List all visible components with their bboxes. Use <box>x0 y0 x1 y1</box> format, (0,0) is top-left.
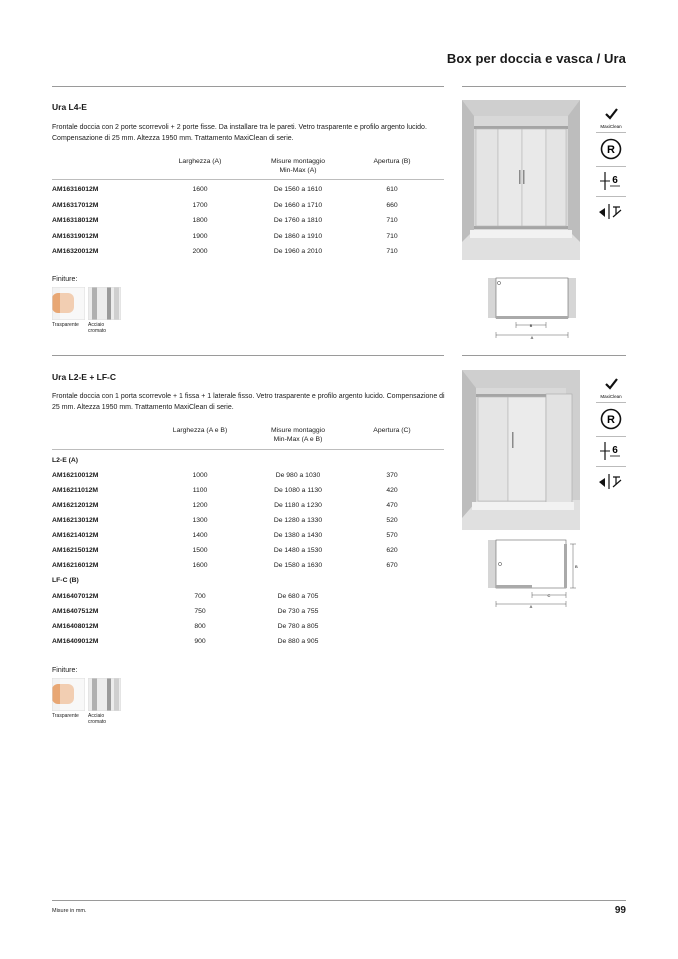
divider <box>462 355 626 356</box>
reversible-icon <box>594 406 628 437</box>
svg-text:R: R <box>607 414 615 426</box>
section-description: Frontale doccia con 2 porte scorrevoli + 2 porte fisse. Da installare tra le pareti. Vetro trasparente e profilo argento lucido. Compensazione di 25 mm. Altezza 1950 mm. Trattamento MaxiClean di serie. <box>52 124 427 142</box>
column-header-opening: Apertura (C) <box>373 427 411 434</box>
column-header-opening: Apertura (B) <box>373 158 411 165</box>
finish-swatch-transparent <box>52 678 85 711</box>
product-image <box>462 370 580 535</box>
wall-install-icon <box>594 200 628 227</box>
table-row: AM16317012M 1700 De 1660 a 1710 660 <box>52 201 398 209</box>
section-title: Ura L4-E <box>52 102 87 112</box>
finish-caption: Acciaio cromato <box>88 713 107 725</box>
divider <box>52 86 444 87</box>
finish-swatch-transparent <box>52 287 85 320</box>
svg-text:6: 6 <box>612 175 618 186</box>
svg-text:B: B <box>575 564 578 569</box>
plan-diagram <box>484 276 584 347</box>
finishes-label: Finiture: <box>52 667 78 674</box>
column-header-mounting: Misure montaggio Min-Max (A) <box>270 158 326 174</box>
svg-text:A: A <box>529 604 533 609</box>
column-header-mounting: Misure montaggio Min-Max (A e B) <box>270 427 326 443</box>
finish-swatch-chrome <box>88 287 121 320</box>
finishes-label: Finiture: <box>52 276 78 283</box>
table-row: AM16212012M 1200 De 1180 a 1230 470 <box>52 502 398 509</box>
group-label: L2-E (A) <box>52 457 79 464</box>
svg-text:MaxiClean: MaxiClean <box>600 394 622 399</box>
divider <box>462 86 626 87</box>
table-header-rule <box>52 449 444 450</box>
table-row: AM16319012M 1900 De 1860 a 1910 710 <box>52 232 398 240</box>
table-row: AM16407512M 750 De 730 a 755 <box>52 608 319 615</box>
svg-text:R: R <box>607 144 615 156</box>
finish-swatch-chrome <box>88 678 121 711</box>
table-row: AM16408012M 800 De 780 a 805 <box>52 623 319 630</box>
table-row: AM16214012M 1400 De 1380 a 1430 570 <box>52 532 398 539</box>
table-row: AM16215012M 1500 De 1480 a 1530 620 <box>52 547 398 554</box>
table-row: AM16213012M 1300 De 1280 a 1330 520 <box>52 517 398 524</box>
page-title: Box per doccia e vasca / Ura <box>446 51 626 66</box>
table-row: AM16409012M 900 De 880 a 905 <box>52 638 319 645</box>
section-title: Ura L2-E + LF-C <box>52 372 116 382</box>
svg-text:B: B <box>529 323 533 328</box>
group-label: LF-C (B) <box>52 577 79 584</box>
wall-install-icon <box>594 470 628 497</box>
reversible-icon <box>594 136 628 167</box>
table-row: AM16316012M 1600 De 1560 a 1610 610 <box>52 186 398 193</box>
table-row: AM16407012M 700 De 680 a 705 <box>52 593 319 600</box>
product-image <box>462 100 580 265</box>
svg-text:MaxiClean: MaxiClean <box>600 124 622 129</box>
table-row: AM16320012M 2000 De 1960 a 2010 710 <box>52 248 398 255</box>
finish-caption: Trasparente <box>52 713 79 719</box>
svg-text:6: 6 <box>612 445 618 456</box>
column-header-width: Larghezza (A) <box>178 158 222 165</box>
table-header-rule <box>52 179 444 180</box>
page-number: 99 <box>614 905 626 916</box>
table-row: AM16318012M 1800 De 1760 a 1810 710 <box>52 217 398 224</box>
svg-text:C: C <box>547 593 551 598</box>
footer-note: Misure in mm. <box>52 908 87 914</box>
table-row: AM16210012M 1000 De 980 a 1030 370 <box>52 472 398 479</box>
finish-caption: Trasparente <box>52 322 79 328</box>
table-row: AM16216012M 1600 De 1580 a 1630 670 <box>52 562 398 569</box>
footer-divider <box>52 900 626 901</box>
svg-text:A: A <box>530 335 534 340</box>
glass-thickness-icon <box>594 170 628 197</box>
column-header-width: Larghezza (A e B) <box>172 427 228 434</box>
section-description: Frontale doccia con 1 porta scorrevole + 1 fissa + 1 laterale fisso. Vetro trasparente e profilo argento lucido. Compensazione di 25 mm. Altezza 1950 mm. Trattamento MaxiClean di serie. <box>52 393 445 411</box>
plan-diagram <box>484 538 584 615</box>
divider <box>52 355 444 356</box>
finish-caption: Acciaio cromato <box>88 322 107 334</box>
table-row: AM16211012M 1100 De 1080 a 1130 420 <box>52 487 398 494</box>
glass-thickness-icon <box>594 440 628 467</box>
